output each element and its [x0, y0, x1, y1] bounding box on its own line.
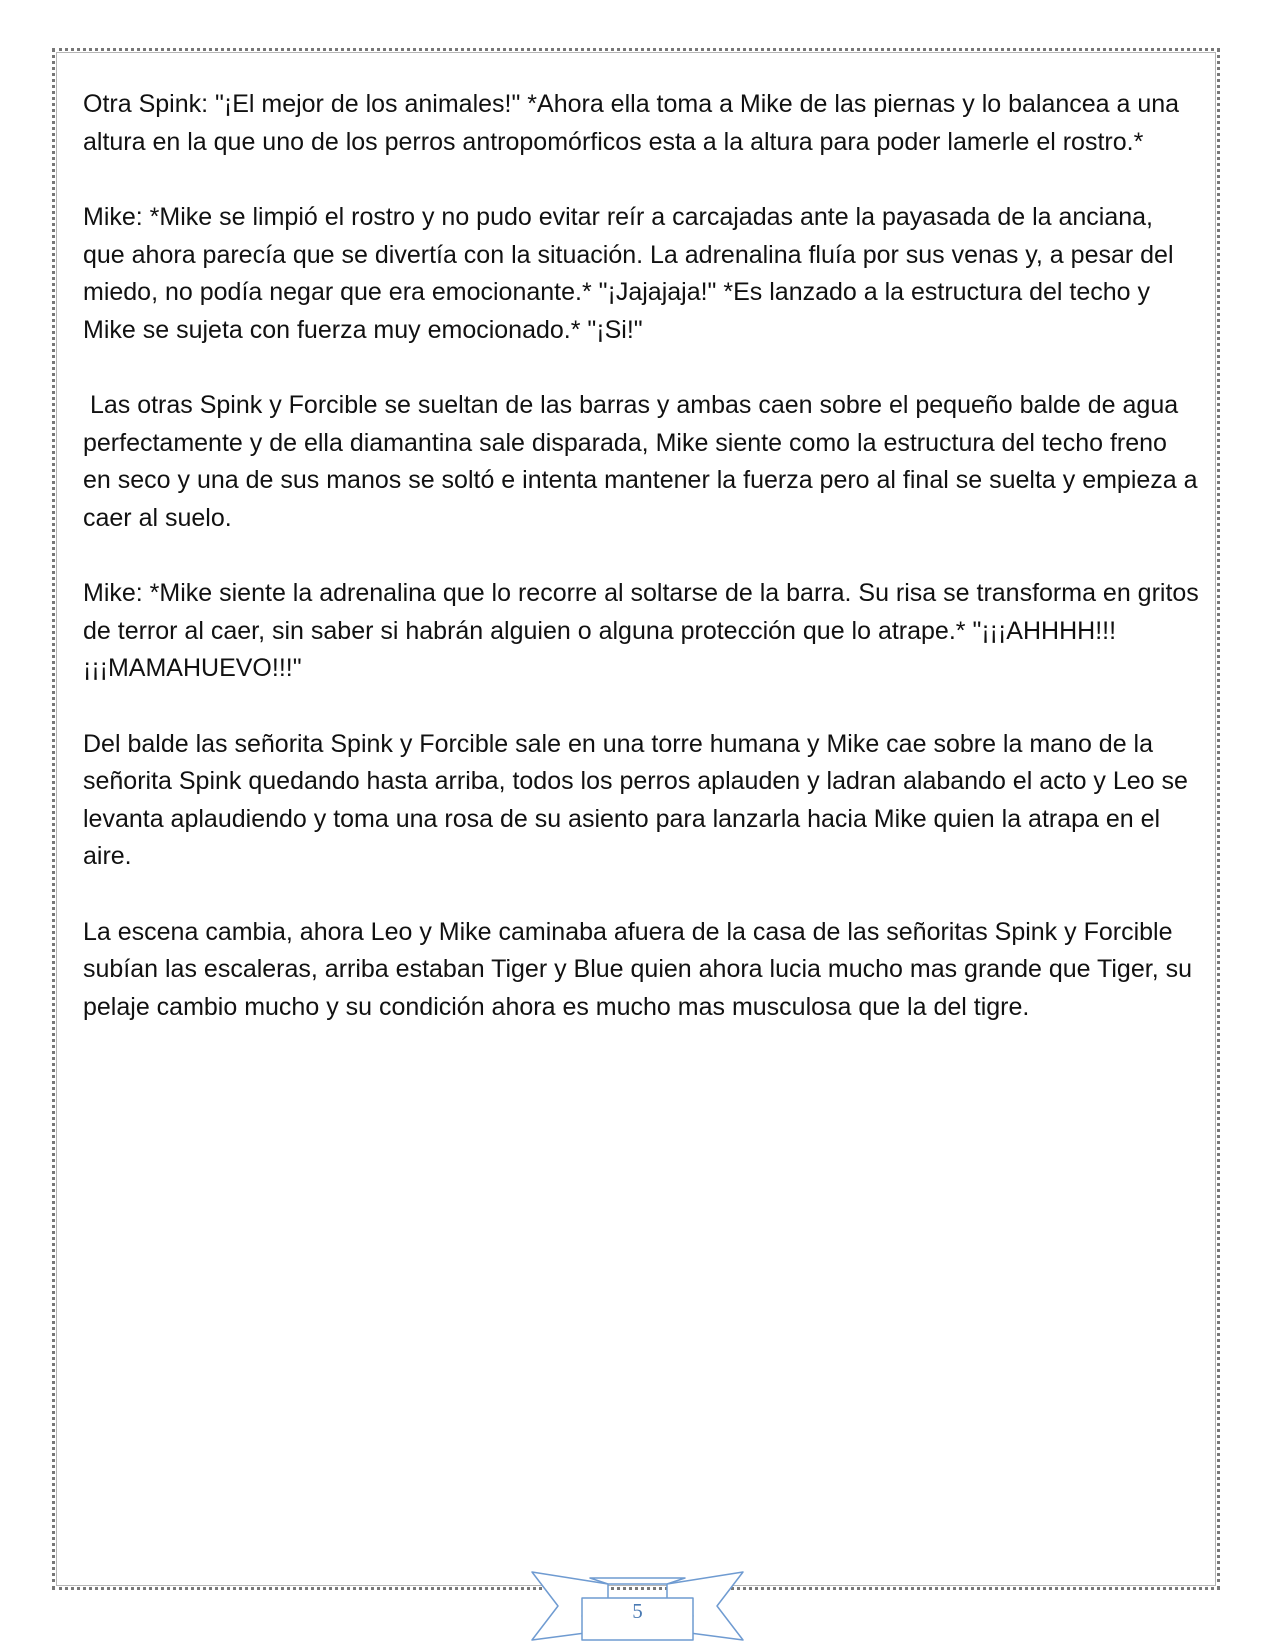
- paragraph-6: La escena cambia, ahora Leo y Mike caminaba afuera de la casa de las señoritas Spink y Forcible subían las escaleras, arriba estaban Tiger y Blue quien ahora lucia mucho mas grande que Tiger, su pelaje cambio mucho y su condición ahora es mucho mas musculosa que la del tigre.: [83, 917, 1199, 1021]
- paragraph-1: Otra Spink: "¡El mejor de los animales!" *Ahora ella toma a Mike de las piernas y lo balancea a una altura en la que uno de los perros antropomórficos esta a la altura para poder lamerle el rostro.*: [83, 90, 1187, 156]
- paragraph-3: Las otras Spink y Forcible se sueltan de las barras y ambas caen sobre el pequeño balde de agua perfectamente y de ella diamantina sale disparada, Mike siente como la estructura del techo freno en seco y una de sus manos se soltó e intenta mantener la fuerza pero al final se suelta y empieza a caer al suelo.: [83, 391, 1205, 532]
- page-body: [83, 86, 1206, 1064]
- page-number: 5: [632, 1599, 643, 1623]
- paragraph-4: Mike: *Mike siente la adrenalina que lo recorre al soltarse de la barra. Su risa se transforma en gritos de terror al caer, sin saber si habrán alguien o alguna protección que lo atrape.* "¡¡¡AHHHH!!! ¡¡¡MAMAHUEVO!!!": [83, 579, 1206, 682]
- paragraph-2: Mike: *Mike se limpió el rostro y no pudo evitar reír a carcajadas ante la payasada de la anciana, que ahora parecía que se divertía con la situación. La adrenalina fluía por sus venas y, a pesar del miedo, no podía negar que era emocionante.* "¡Jajajaja!" *Es lanzado a la estructura del techo y Mike se sujeta con fuerza muy emocionado.* "¡Si!": [83, 203, 1181, 344]
- paragraph-5: Del balde las señorita Spink y Forcible sale en una torre humana y Mike cae sobre la mano de la señorita Spink quedando hasta arriba, todos los perros aplauden y ladran alabando el acto y Leo se levanta aplaudiendo y toma una rosa de su asiento para lanzarla hacia Mike quien la atrapa en el aire.: [83, 729, 1195, 870]
